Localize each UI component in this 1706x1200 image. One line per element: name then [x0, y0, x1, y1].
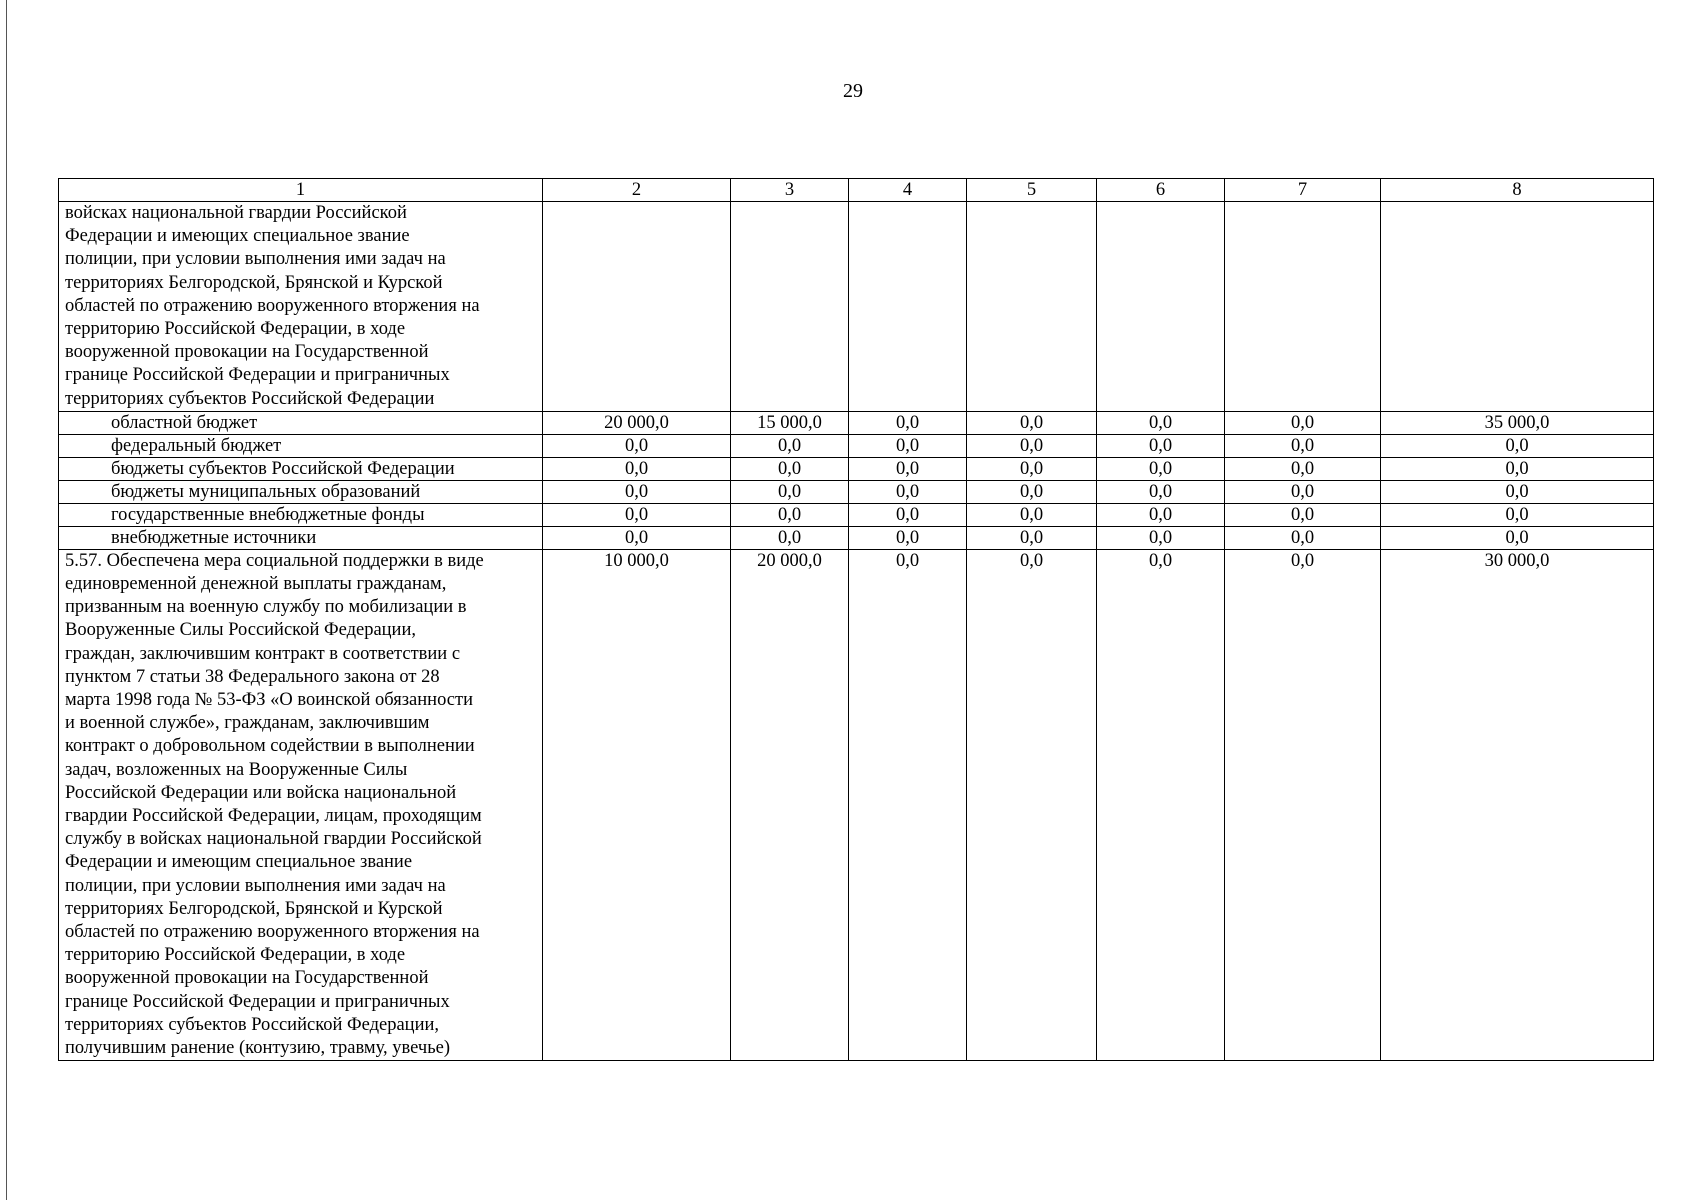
text-line: гвардии Российской Федерации, лицам, проходящим: [65, 806, 482, 827]
text-line: 5.57. Обеспечена мера социальной поддержки в виде: [65, 550, 484, 571]
value-cell: 0,0: [967, 526, 1097, 549]
text-line: задач, возложенных на Вооруженные Силы: [65, 759, 408, 780]
empty-cell: [1381, 202, 1654, 412]
value-cell: 15 000,0: [731, 411, 849, 434]
text-line: вооруженной провокации на Государственной: [65, 342, 429, 363]
header-cell: 2: [543, 179, 731, 202]
header-cell: 1: [59, 179, 543, 202]
text-line: пунктом 7 статьи 38 Федерального закона от 28: [65, 666, 440, 687]
empty-cell: [1225, 202, 1381, 412]
empty-cell: [849, 202, 967, 412]
value-cell: 20 000,0: [731, 549, 849, 1060]
funding-source-label: бюджеты субъектов Российской Федерации: [59, 457, 543, 480]
text-line: Федерации и имеющих специальное звание: [65, 226, 410, 247]
value-cell: 0,0: [967, 457, 1097, 480]
value-cell: 0,0: [849, 549, 967, 1060]
table-row-funding: [59, 411, 1654, 434]
text-line: вооруженной провокации на Государственной: [65, 968, 429, 989]
funding-source-label: федеральный бюджет: [59, 434, 543, 457]
value-cell: 0,0: [1225, 434, 1381, 457]
header-cell: 3: [731, 179, 849, 202]
text-line: призванным на военную службу по мобилизации в: [65, 597, 467, 618]
text-line: службу в войсках национальной гвардии Российской: [65, 829, 482, 850]
value-cell: 0,0: [1097, 503, 1225, 526]
value-cell: 0,0: [967, 480, 1097, 503]
value-cell: 0,0: [731, 526, 849, 549]
text-line: территорию Российской Федерации, в ходе: [65, 945, 406, 966]
continued-description-cell: [59, 202, 543, 412]
header-row: [59, 179, 1654, 202]
value-cell: 0,0: [849, 503, 967, 526]
total-cell: 30 000,0: [1381, 549, 1654, 1060]
text-line: и военной службе», гражданам, заключившим: [65, 713, 430, 734]
total-cell: 0,0: [1381, 434, 1654, 457]
value-cell: 0,0: [731, 480, 849, 503]
total-cell: 35 000,0: [1381, 411, 1654, 434]
total-cell: 0,0: [1381, 526, 1654, 549]
text-line: территорию Российской Федерации, в ходе: [65, 319, 406, 340]
value-cell: 0,0: [1225, 549, 1381, 1060]
text-line: границе Российской Федерации и приграничных: [65, 365, 450, 386]
table-row-funding: [59, 480, 1654, 503]
value-cell: 0,0: [1097, 434, 1225, 457]
funding-source-label: областной бюджет: [59, 411, 543, 434]
text-line: Федерации и имеющим специальное звание: [65, 852, 413, 873]
empty-cell: [967, 202, 1097, 412]
text-line: получившим ранение (контузию, травму, увечье): [65, 1038, 451, 1059]
text-line: территориях субъектов Российской Федерации,: [65, 1014, 440, 1035]
text-line: полиции, при условии выполнения ими задач на: [65, 875, 446, 896]
header-cell: 7: [1225, 179, 1381, 202]
text-line: территориях субъектов Российской Федерации: [65, 388, 435, 409]
value-cell: 0,0: [731, 457, 849, 480]
value-cell: 0,0: [1225, 503, 1381, 526]
value-cell: 0,0: [1097, 549, 1225, 1060]
value-cell: 0,0: [1097, 526, 1225, 549]
text-line: территориях Белгородской, Брянской и Курской: [65, 898, 443, 919]
empty-cell: [1097, 202, 1225, 412]
value-cell: 20 000,0: [543, 411, 731, 434]
text-line: границе Российской Федерации и приграничных: [65, 991, 450, 1012]
text-line: войсках национальной гвардии Российской: [65, 203, 407, 223]
text-line: Российской Федерации или войска национальной: [65, 782, 457, 803]
item-5-57-description-cell: [59, 549, 543, 1060]
funding-source-label: государственные внебюджетные фонды: [59, 503, 543, 526]
value-cell: 0,0: [1097, 457, 1225, 480]
value-cell: 0,0: [1225, 480, 1381, 503]
table-row-item-5-57: [59, 549, 1654, 1060]
value-cell: 0,0: [849, 526, 967, 549]
text-line: Вооруженные Силы Российской Федерации,: [65, 620, 416, 641]
funding-source-label: внебюджетные источники: [59, 526, 543, 549]
value-cell: 0,0: [967, 411, 1097, 434]
value-cell: 10 000,0: [543, 549, 731, 1060]
value-cell: 0,0: [1097, 411, 1225, 434]
total-cell: 0,0: [1381, 503, 1654, 526]
total-cell: 0,0: [1381, 457, 1654, 480]
table-row-funding: [59, 526, 1654, 549]
value-cell: 0,0: [1097, 480, 1225, 503]
budget-table: [58, 178, 1654, 1061]
header-cell: 6: [1097, 179, 1225, 202]
value-cell: 0,0: [543, 457, 731, 480]
value-cell: 0,0: [849, 480, 967, 503]
text-line: территориях Белгородской, Брянской и Курской: [65, 272, 443, 293]
empty-cell: [543, 202, 731, 412]
header-cell: 5: [967, 179, 1097, 202]
text-line: областей по отражению вооруженного вторжения на: [65, 922, 480, 943]
page-number: 29: [843, 80, 863, 102]
text-line: контракт о добровольном содействии в выполнении: [65, 736, 475, 757]
value-cell: 0,0: [543, 526, 731, 549]
empty-cell: [731, 202, 849, 412]
funding-source-label: бюджеты муниципальных образований: [59, 480, 543, 503]
text-line: марта 1998 года № 53-ФЗ «О воинской обязанности: [65, 690, 473, 711]
total-cell: 0,0: [1381, 480, 1654, 503]
value-cell: 0,0: [849, 457, 967, 480]
value-cell: 0,0: [967, 503, 1097, 526]
value-cell: 0,0: [731, 434, 849, 457]
value-cell: 0,0: [543, 434, 731, 457]
value-cell: 0,0: [1225, 526, 1381, 549]
value-cell: 0,0: [849, 411, 967, 434]
value-cell: 0,0: [1225, 457, 1381, 480]
text-line: полиции, при условии выполнения ими задач на: [65, 249, 446, 270]
value-cell: 0,0: [967, 434, 1097, 457]
value-cell: 0,0: [543, 503, 731, 526]
header-cell: 4: [849, 179, 967, 202]
value-cell: 0,0: [543, 480, 731, 503]
text-line: единовременной денежной выплаты гражданам,: [65, 574, 447, 595]
value-cell: 0,0: [849, 434, 967, 457]
text-line: областей по отражению вооруженного вторжения на: [65, 295, 480, 316]
header-cell: 8: [1381, 179, 1654, 202]
table-row-funding: [59, 434, 1654, 457]
text-line: граждан, заключившим контракт в соответствии с: [65, 643, 461, 664]
table-row-continued: [59, 202, 1654, 412]
table-row-funding: [59, 503, 1654, 526]
scan-edge-line: [6, 0, 7, 1200]
value-cell: 0,0: [1225, 411, 1381, 434]
value-cell: 0,0: [731, 503, 849, 526]
value-cell: 0,0: [967, 549, 1097, 1060]
table-row-funding: [59, 457, 1654, 480]
